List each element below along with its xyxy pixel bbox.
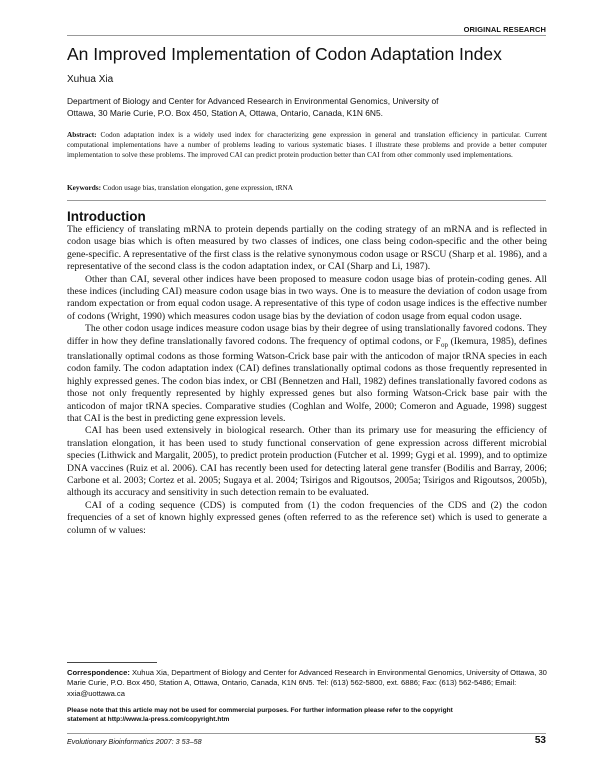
- paragraph: The efficiency of translating mRNA to protein depends partially on the coding strategy of an mRNA and is reflected in codon usage bias which is often measured by two classes of indices, one class being codon-specific and the other being gene-specific. A representative of the first class is the relative synonymous codon usage or RSCU (Sharp et al. 1986), and a representative of the second class is the codon adaptation index, or CAI (Sharp and Li, 1987).: [67, 224, 547, 273]
- abstract-label: Abstract:: [67, 130, 97, 139]
- paragraph-text: The other codon usage indices measure codon usage bias by their degree of using translationally favored codons. They differ in how they define translationally favored codons. The frequency of optimal codons, or F: [67, 323, 547, 347]
- correspondence-text: Xuhua Xia, Department of Biology and Center for Advanced Research in Environmental Genomics, University of Ottawa, 30 Marie Curie, P.O. Box 450, Station A, Ottawa, Ontario, Canada, K1N 6N5. Tel: (613) 562-5800, ext. 6886; Fax: (613) 562-5486; Email: xxia@uottawa.ca: [67, 668, 547, 698]
- paragraph: [67, 323, 547, 425]
- copyright-notice: [67, 707, 547, 725]
- author-affiliation: [67, 96, 547, 119]
- correspondence-label: Correspondence:: [67, 668, 130, 677]
- section-heading-introduction: Introduction: [67, 209, 146, 224]
- subscript: op: [440, 340, 448, 349]
- section-label: ORIGINAL RESEARCH: [463, 25, 546, 34]
- page-number: 53: [534, 735, 546, 746]
- paragraph-text: (Ikemura, 1985), defines translationally optimal codons as those forming Watson-Crick base pair with the anticodon of major tRNA species in each codon family. The codon adaptation index (CAI) defines translationally optimal codons as those frequently represented in highly expressed genes. The codon bias index, or CBI (Bennetzen and Hall, 1982) defines translationally favored codons as those not only frequently represented by highly expressed genes but also forming Watson-Crick base pair with the anticodon of major tRNA species. Comparative studies (Coghlan and Wolfe, 2000; Comeron and Aguade, 1998) suggest that CAI is the best in predicting gene expression levels.: [67, 335, 548, 425]
- paragraph: Other than CAI, several other indices have been proposed to measure codon usage bias of protein-coding genes. All these indices (including CAI) measure codon usage bias in two ways. One is to measure the deviation of codon usage from random expectation or from equal codon usage. A representative of this type of codon usage indices is the effective number of codons (Wright, 1990) which measures codon usage bias by the deviation of codon usage from equal codon usage.: [67, 273, 547, 322]
- affiliation-line: Department of Biology and Center for Advanced Research in Environmental Genomics, University of: [67, 96, 439, 106]
- introduction-body: [67, 224, 547, 537]
- journal-citation: Evolutionary Bioinformatics 2007: 3 53–58: [67, 737, 202, 746]
- affiliation-line: Ottawa, 30 Marie Curie, P.O. Box 450, Station A, Ottawa, Ontario, Canada, K1N 6N5.: [67, 107, 383, 118]
- paragraph: CAI of a coding sequence (CDS) is computed from (1) the codon frequencies of the CDS and (2) the codon frequencies of a set of known highly expressed genes (often referred to as the reference set) which is used to generate a column of w values:: [67, 499, 547, 536]
- keywords-label: Keywords:: [67, 183, 102, 192]
- keywords-text: Codon usage bias, translation elongation, gene expression, tRNA: [102, 183, 293, 192]
- keywords: [67, 183, 547, 193]
- keywords-divider: [67, 200, 546, 201]
- abstract-text: Codon adaptation index is a widely used index for characterizing gene expression in general and translation efficiency in particular. Current computational implementations have a number of problems leading to various systematic biases. I illustrate these problems and provide a better computer implementation to solve these problems. The improved CAI can predict protein production better than CAI from other commonly used implementations.: [67, 130, 547, 159]
- article-title: An Improved Implementation of Codon Adaptation Index: [67, 44, 502, 64]
- correspondence-note: [67, 668, 549, 699]
- header-divider: [67, 35, 546, 36]
- footnote-divider: [67, 662, 157, 663]
- author-name: Xuhua Xia: [67, 74, 114, 85]
- copyright-line: statement at http://www.la-press.com/copyright.htm: [67, 715, 230, 723]
- footer-divider: [67, 733, 546, 734]
- copyright-line: Please note that this article may not be used for commercial purposes. For further information please refer to the copyright: [67, 707, 453, 714]
- abstract: [67, 130, 547, 160]
- paragraph: CAI has been used extensively in biological research. Other than its primary use for measuring the efficiency of translation elongation, it has been used to study functional conservation of gene expression across different microbial species (Lithwick and Margalit, 2005), to predict protein production (Futcher et al. 1999; Gygi et al. 1999), and to optimize DNA vaccines (Ruiz et al. 2006). CAI has recently been used for detecting lateral gene transfer (Bodilis and Barray, 2006; Carbone et al. 2003; Cortez et al. 2005; Sugaya et al. 2004; Tsirigos and Rigoutsos, 2005a; Tsirigos and Rigoutsos, 2005b), although its accuracy and sensitivity in such detection remain to be evaluated.: [67, 425, 547, 499]
